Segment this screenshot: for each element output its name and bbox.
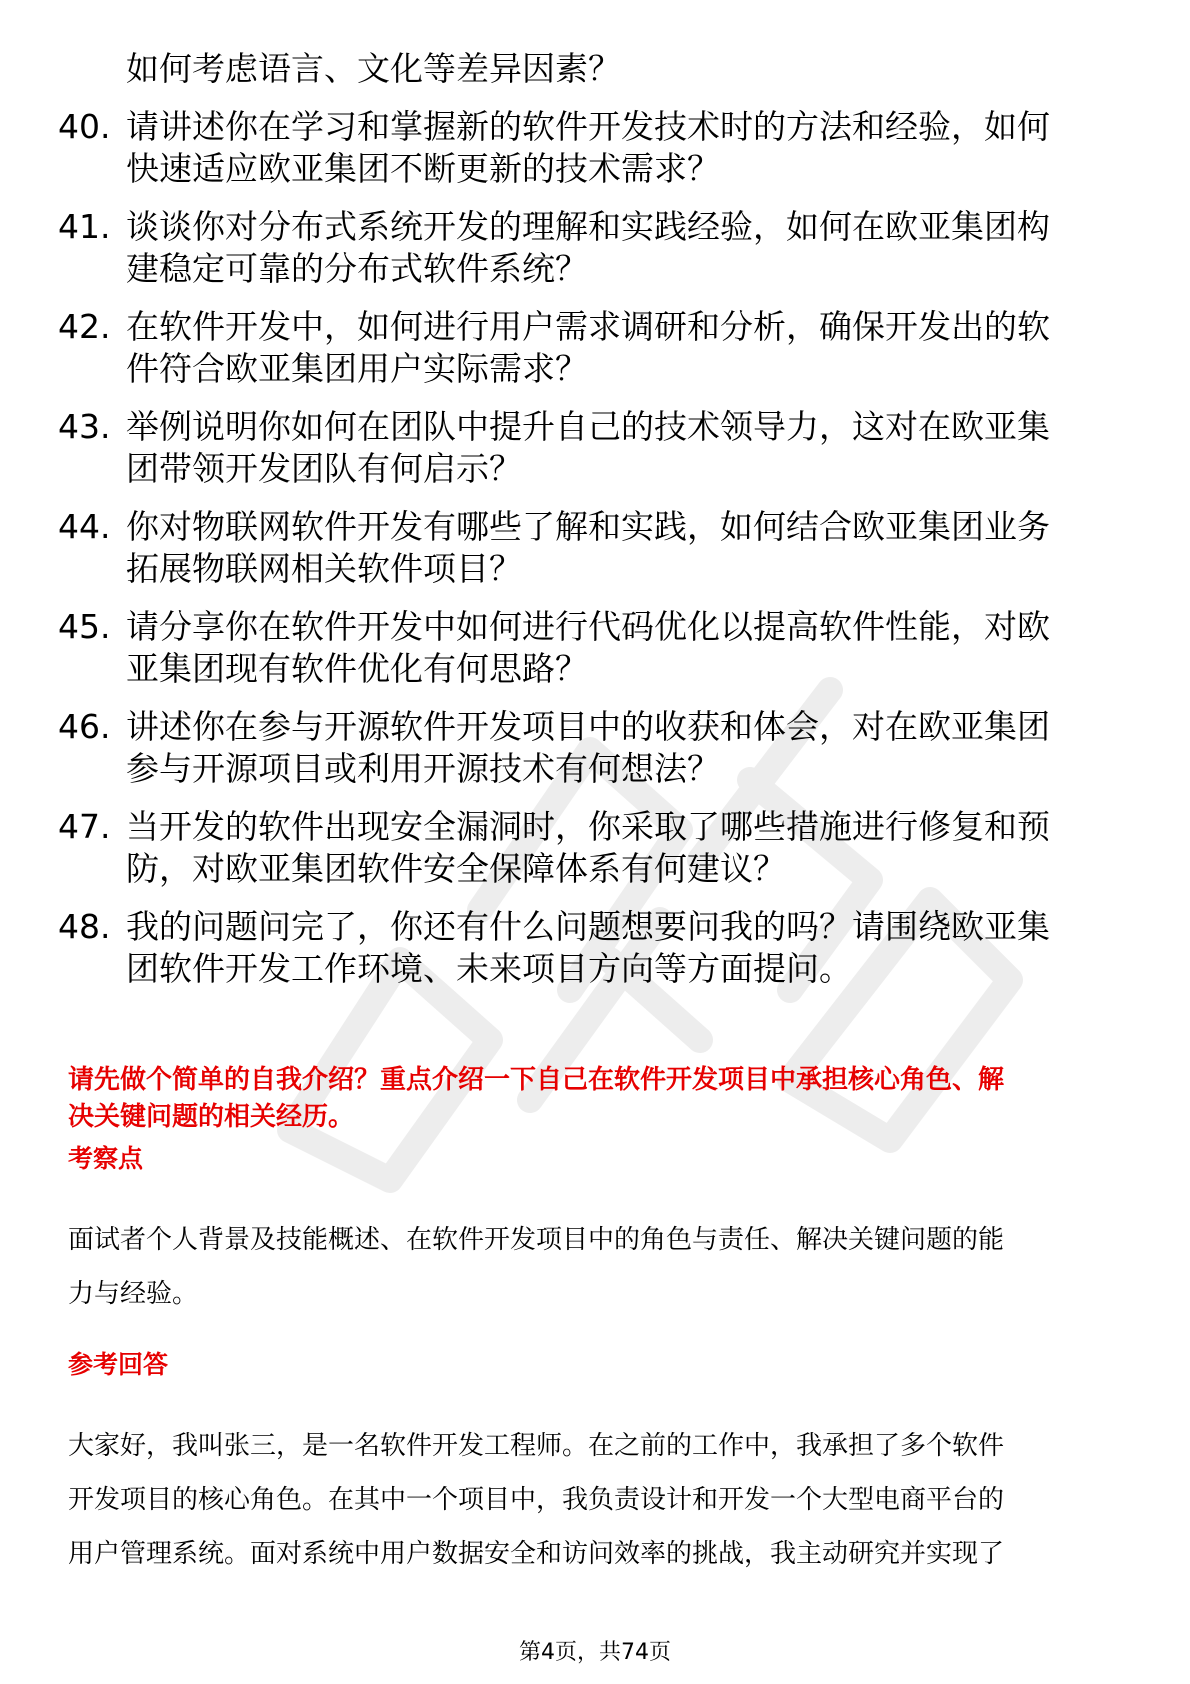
question-line: 团软件开发工作环境、未来项目方向等方面提问。 <box>126 949 852 988</box>
question-number: 42. <box>58 307 111 346</box>
question-text <box>126 206 1136 290</box>
question-line: 谈谈你对分布式系统开发的理解和实践经验，如何在欧亚集团构 <box>126 207 1050 246</box>
question-line: 你对物联网软件开发有哪些了解和实践，如何结合欧亚集团业务 <box>126 507 1050 546</box>
question-text <box>126 406 1136 490</box>
question-text <box>126 306 1136 390</box>
question-item <box>58 706 1138 790</box>
question-text <box>126 706 1136 790</box>
focus-line: 面试者个人背景及技能概述、在软件开发项目中的角色与责任、解决关键问题的能 <box>68 1225 1005 1255</box>
question-line: 建稳定可靠的分布式软件系统？ <box>126 249 588 288</box>
page-footer: 第4页，共74页 <box>519 1640 671 1665</box>
question-line: 件符合欧亚集团用户实际需求？ <box>126 349 588 388</box>
question-text <box>126 606 1136 690</box>
answer-heading: 参考回答 <box>68 1350 169 1379</box>
question-number: 45. <box>58 607 111 646</box>
question-item <box>58 106 1138 190</box>
question-line: 参与开源项目或利用开源技术有何想法？ <box>126 749 720 788</box>
question-item <box>58 906 1138 990</box>
question-line: 我的问题问完了，你还有什么问题想要问我的吗？请围绕欧亚集 <box>126 907 1050 946</box>
question-line: 快速适应欧亚集团不断更新的技术需求？ <box>126 149 720 188</box>
question-line: 请分享你在软件开发中如何进行代码优化以提高软件性能，对欧 <box>126 607 1050 646</box>
question-number: 43. <box>58 407 111 446</box>
question-line: 拓展物联网相关软件项目？ <box>126 549 522 588</box>
question-item <box>58 606 1138 690</box>
focus-line: 力与经验。 <box>68 1279 199 1309</box>
answer-line: 用户管理系统。面对系统中用户数据安全和访问效率的挑战，我主动研究并实现了 <box>68 1539 1005 1569</box>
question-39-continuation: 如何考虑语言、文化等差异因素？ <box>126 49 621 88</box>
question-number: 46. <box>58 707 111 746</box>
answer-text <box>68 1419 1128 1581</box>
question-line: 亚集团现有软件优化有何思路？ <box>126 649 588 688</box>
question-item <box>58 406 1138 490</box>
question-line: 举例说明你如何在团队中提升自己的技术领导力，这对在欧亚集 <box>126 407 1050 446</box>
question-number: 47. <box>58 807 111 846</box>
question-line: 请讲述你在学习和掌握新的软件开发技术时的方法和经验，如何 <box>126 107 1050 146</box>
featured-question <box>68 1062 1128 1136</box>
question-line: 讲述你在参与开源软件开发项目中的收获和体会，对在欧亚集团 <box>126 707 1050 746</box>
answer-line: 开发项目的核心角色。在其中一个项目中，我负责设计和开发一个大型电商平台的 <box>68 1485 1005 1515</box>
question-list <box>58 48 1138 1006</box>
question-number: 44. <box>58 507 111 546</box>
question-text <box>126 806 1136 890</box>
question-line: 防，对欧亚集团软件安全保障体系有何建议？ <box>126 849 786 888</box>
focus-text <box>68 1213 1128 1321</box>
featured-question-line: 决关键问题的相关经历。 <box>68 1102 355 1132</box>
answer-line: 大家好，我叫张三，是一名软件开发工程师。在之前的工作中，我承担了多个软件 <box>68 1431 1005 1461</box>
question-line: 团带领开发团队有何启示？ <box>126 449 522 488</box>
question-item <box>58 306 1138 390</box>
question-text <box>126 106 1136 190</box>
question-text <box>126 506 1136 590</box>
question-line: 在软件开发中，如何进行用户需求调研和分析，确保开发出的软 <box>126 307 1050 346</box>
featured-question-line: 请先做个简单的自我介绍？重点介绍一下自己在软件开发项目中承担核心角色、解 <box>68 1065 1005 1095</box>
question-number: 40. <box>58 107 111 146</box>
question-text <box>126 906 1136 990</box>
question-line: 当开发的软件出现安全漏洞时，你采取了哪些措施进行修复和预 <box>126 807 1050 846</box>
question-item <box>58 806 1138 890</box>
question-number: 48. <box>58 907 111 946</box>
question-item <box>58 206 1138 290</box>
question-number: 41. <box>58 207 111 246</box>
question-item <box>58 506 1138 590</box>
focus-heading: 考察点 <box>68 1144 144 1173</box>
